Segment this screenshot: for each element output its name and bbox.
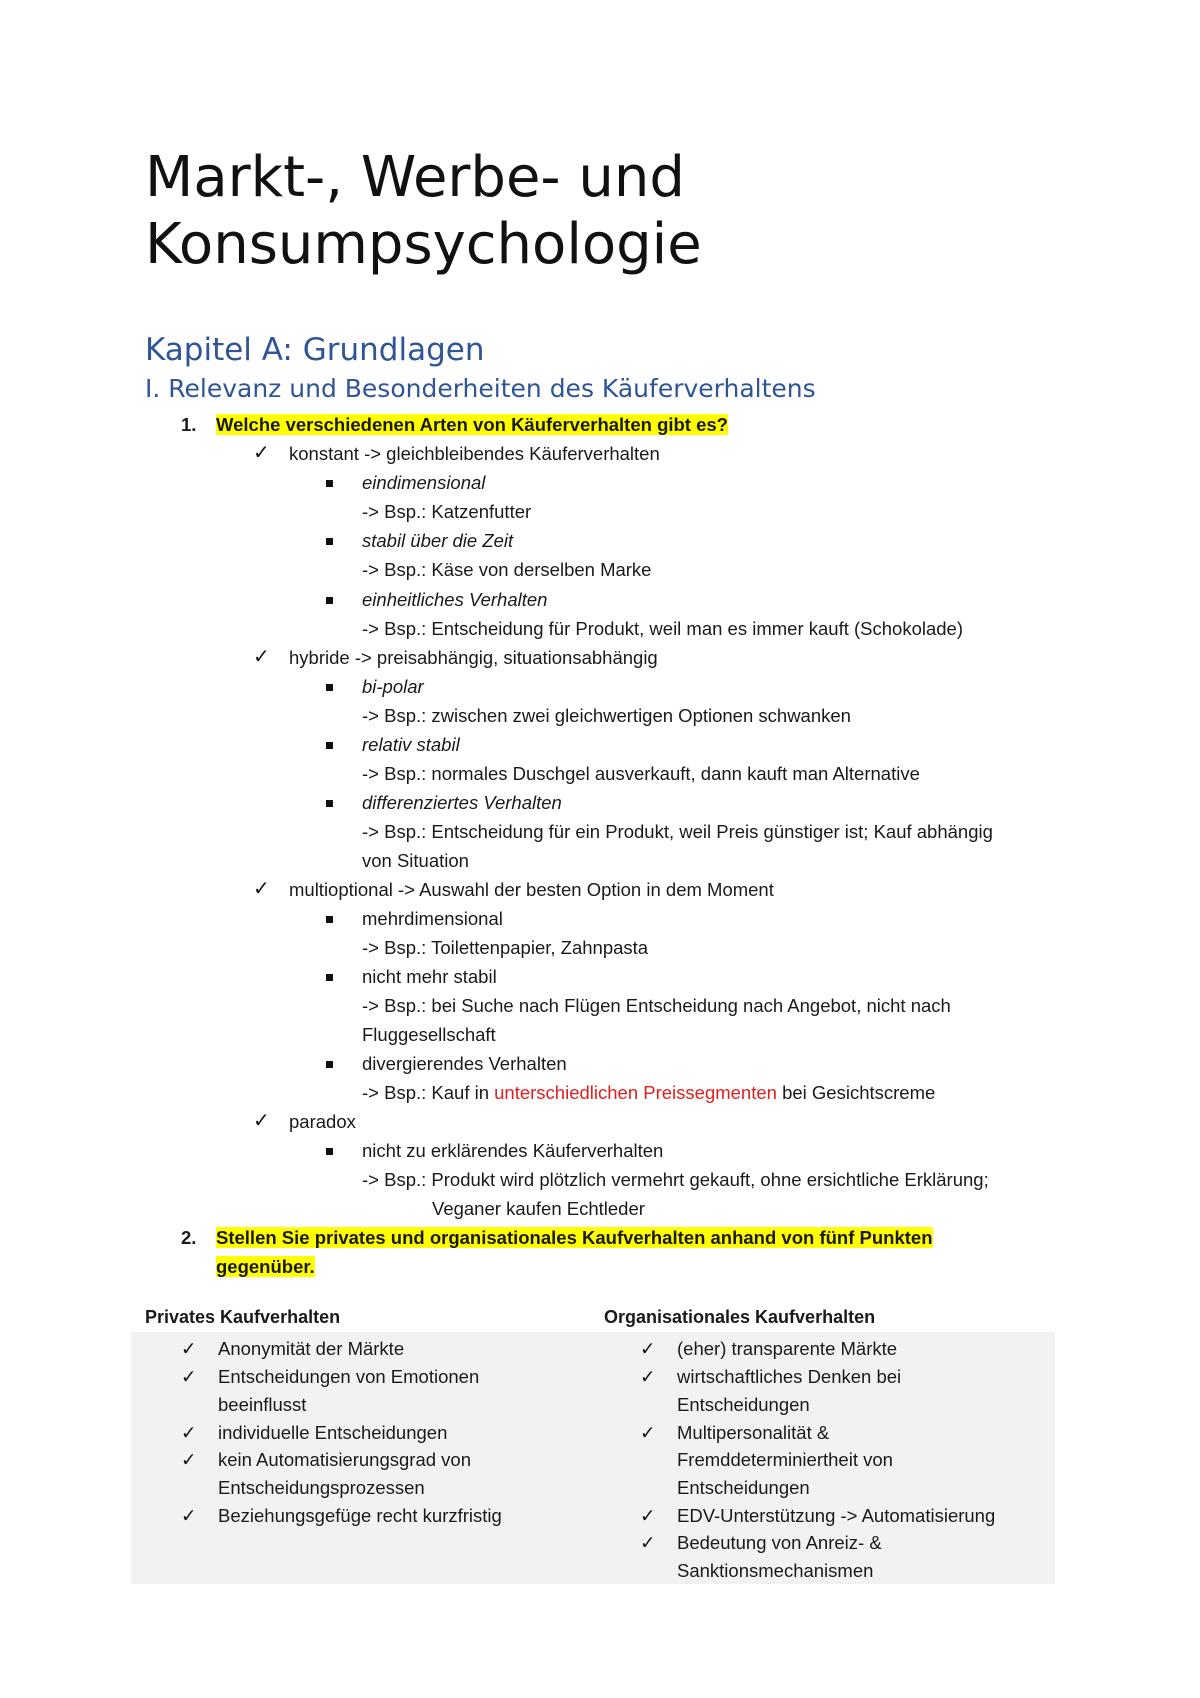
example-continued: von Situation [362,850,469,871]
square-bullet-icon [326,974,333,981]
check-icon: ✓ [181,1422,197,1443]
private-item: Entscheidungen von Emotionen [218,1366,480,1387]
type-label: hybride -> preisabhängig, situationsabhängig [289,647,658,668]
term: differenziertes Verhalten [362,792,562,813]
example: -> Bsp.: normales Duschgel ausverkauft, dann kauft man Alternative [362,763,920,784]
section-heading: I. Relevanz und Besonderheiten des Käuferverhaltens [145,374,816,403]
example: -> Bsp.: Katzenfutter [362,501,532,522]
private-item: Beziehungsgefüge recht kurzfristig [218,1505,502,1526]
organisational-item-continued: Sanktionsmechanismen [677,1560,874,1581]
square-bullet-icon [326,1061,333,1068]
private-item-continued: Entscheidungsprozessen [218,1477,425,1498]
square-bullet-icon [326,538,333,545]
check-icon: ✓ [640,1505,656,1526]
type-label: multioptional -> Auswahl der besten Option in dem Moment [289,879,774,900]
check-icon: ✓ [640,1422,656,1443]
check-icon: ✓ [181,1366,197,1387]
example-prefix: -> Bsp.: Kauf in [362,1082,495,1103]
check-icon: ✓ [253,878,270,900]
square-bullet-icon [326,480,333,487]
term: divergierendes Verhalten [362,1053,567,1074]
organisational-item-continued: Entscheidungen [677,1477,810,1498]
organisational-item: Bedeutung von Anreiz- & [677,1532,882,1553]
example: -> Bsp.: Käse von derselben Marke [362,559,652,580]
chapter-heading: Kapitel A: Grundlagen [145,332,485,368]
check-icon: ✓ [253,646,270,668]
organisational-item: wirtschaftliches Denken bei [677,1366,902,1387]
check-icon: ✓ [640,1532,656,1553]
question-number: 1. [181,414,197,435]
check-icon: ✓ [640,1366,656,1387]
term: einheitliches Verhalten [362,589,548,610]
question-2-line1 [216,1223,933,1252]
example-red-highlight: unterschiedlichen Preissegmenten [494,1082,777,1103]
square-bullet-icon [326,684,333,691]
organisational-item: (eher) transparente Märkte [677,1338,898,1359]
table-header-private: Privates Kaufverhalten [145,1307,341,1327]
example: -> Bsp.: Produkt wird plötzlich vermehrt gekauft, ohne ersichtliche Erklärung; [362,1169,989,1190]
organisational-item-continued: Entscheidungen [677,1394,810,1415]
check-icon: ✓ [253,442,270,464]
check-icon: ✓ [640,1338,656,1359]
type-label: konstant -> gleichbleibendes Käuferverhalten [289,443,660,464]
question-number: 2. [181,1227,197,1248]
term: mehrdimensional [362,908,503,929]
square-bullet-icon [326,916,333,923]
example: -> Bsp.: bei Suche nach Flügen Entscheidung nach Angebot, nicht nach [362,995,951,1016]
square-bullet-icon [326,742,333,749]
term: nicht zu erklärendes Käuferverhalten [362,1140,664,1161]
document-title-line1: Markt-, Werbe- und [145,145,685,210]
private-item: kein Automatisierungsgrad von [218,1449,471,1470]
check-icon: ✓ [181,1505,197,1526]
square-bullet-icon [326,597,333,604]
organisational-item: EDV-Unterstützung -> Automatisierung [677,1505,996,1526]
check-icon: ✓ [253,1110,270,1132]
question-1-text: Welche verschiedenen Arten von Käuferverhalten gibt es? [216,414,728,435]
square-bullet-icon [326,1148,333,1155]
example: -> Bsp.: Entscheidung für Produkt, weil man es immer kauft (Schokolade) [362,618,964,639]
question-2-text-1: Stellen Sie privates und organisationales Kaufverhalten anhand von fünf Punkten [216,1227,933,1248]
question-1 [216,410,728,439]
square-bullet-icon [326,800,333,807]
example [362,1078,935,1107]
question-2-text-2: gegenüber. [216,1256,315,1277]
term: nicht mehr stabil [362,966,497,987]
organisational-item: Multipersonalität & [677,1422,830,1443]
private-item-continued: beeinflusst [218,1394,307,1415]
term: stabil über die Zeit [362,530,514,551]
example: -> Bsp.: zwischen zwei gleichwertigen Optionen schwanken [362,705,851,726]
term: bi-polar [362,676,424,697]
question-2-line2 [216,1252,315,1281]
term: eindimensional [362,472,486,493]
private-item: Anonymität der Märkte [218,1338,405,1359]
example-continued: Fluggesellschaft [362,1024,496,1045]
example: -> Bsp.: Entscheidung für ein Produkt, weil Preis günstiger ist; Kauf abhängig [362,821,993,842]
private-item: individuelle Entscheidungen [218,1422,448,1443]
example: -> Bsp.: Toilettenpapier, Zahnpasta [362,937,649,958]
check-icon: ✓ [181,1449,197,1470]
organisational-item-continued: Fremddeterminiertheit von [677,1449,893,1470]
example-suffix: bei Gesichtscreme [776,1082,936,1103]
type-label: paradox [289,1111,356,1132]
example-continued: Veganer kaufen Echtleder [432,1198,645,1219]
check-icon: ✓ [181,1338,197,1359]
term: relativ stabil [362,734,460,755]
table-header-organisational: Organisationales Kaufverhalten [604,1307,876,1327]
document-title-line2: Konsumpsychologie [145,212,702,277]
